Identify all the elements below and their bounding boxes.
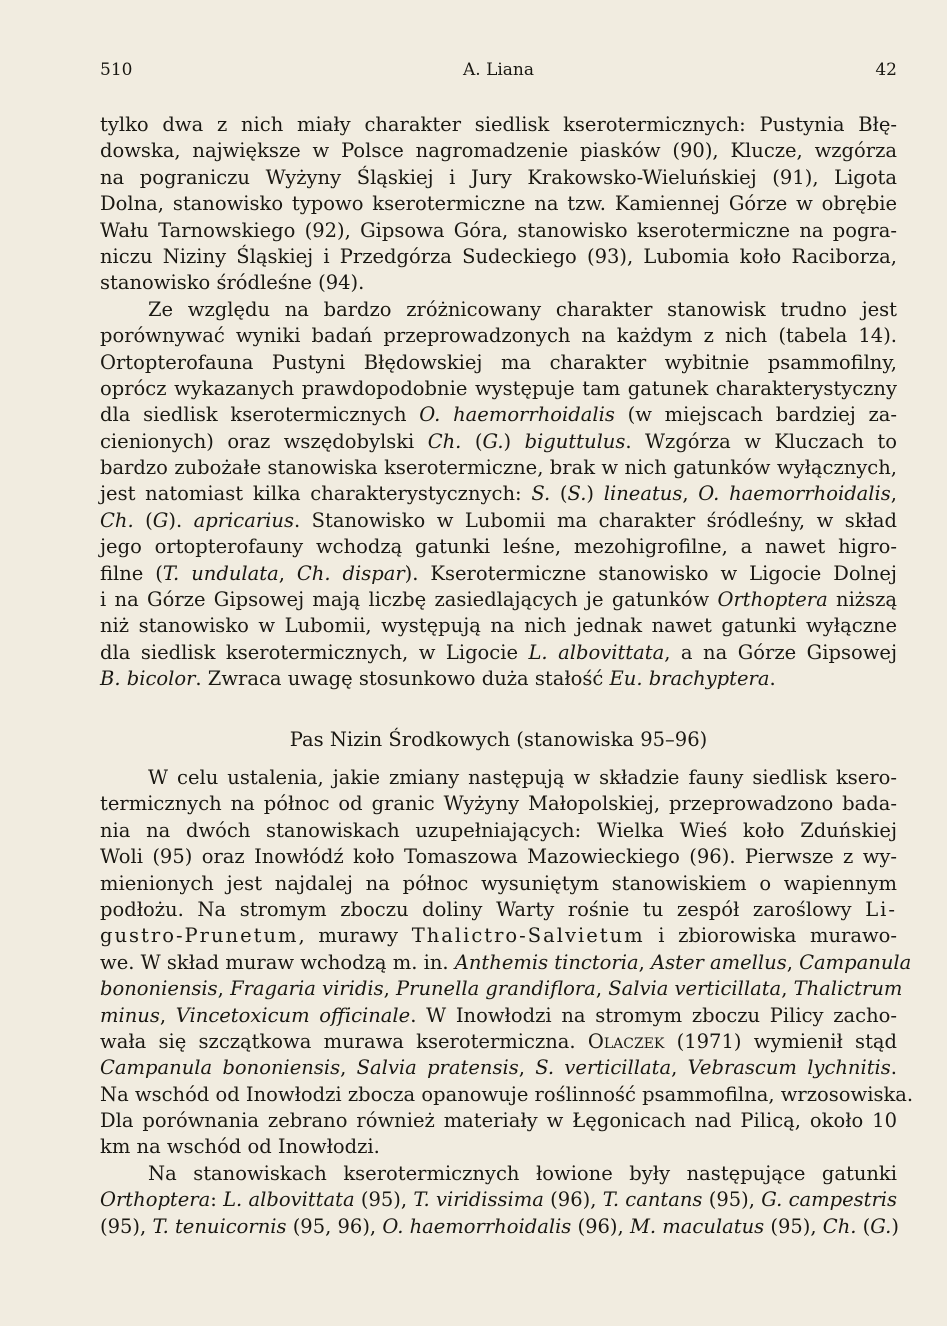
text-line	[100, 1055, 897, 1081]
text-line: niż stanowisko w Lubomii, występują na nich jednak nawet gatunki wyłączne	[100, 614, 897, 638]
text-line	[100, 561, 897, 587]
taxon-name: lineatus	[603, 482, 683, 506]
taxon-name: Salvia verticillata	[608, 977, 782, 1001]
taxon-name: S. verticillata	[535, 1056, 672, 1080]
text-run: ,	[638, 950, 652, 974]
text-run: filne (	[100, 561, 163, 585]
text-line	[100, 897, 897, 923]
text-run: (	[133, 508, 153, 532]
text-line: W celu ustalenia, jakie zmiany następują w składzie fauny siedlisk ksero-	[148, 765, 897, 789]
text-line: Ze względu na bardzo zróżnicowany charakter stanowisk trudno jest	[148, 297, 897, 321]
taxon-name: Orthoptera	[717, 588, 828, 612]
text-run: dla siedlisk kserotermicznych	[100, 403, 420, 427]
taxon-name: bononiensis	[100, 977, 218, 1001]
text-line: mienionych jest najdalej na północ wysuniętym stanowiskiem o wapiennym	[100, 871, 897, 895]
text-run: (96),	[543, 1188, 603, 1212]
text-run: ).	[168, 508, 194, 532]
text-line	[100, 950, 912, 976]
text-line: nia na dwóch stanowiskach uzupełniających: Wielka Wieś koło Zduńskiej	[100, 818, 897, 842]
taxon-name: O. haemorrhoidalis	[419, 403, 615, 427]
taxon-name: G.	[482, 429, 504, 453]
text-run: (95),	[354, 1188, 414, 1212]
text-line: bardzo zubożałe stanowiska kserotermiczne, brak w nich gatunków wyłącznych,	[100, 456, 897, 480]
paragraph-4	[100, 1161, 897, 1240]
text-run: ,	[671, 1056, 688, 1080]
text-run: (w miejscach bardziej za-	[614, 403, 898, 427]
text-run: . Stanowisko w Lubomii ma charakter śródleśny, w skład	[293, 508, 897, 532]
taxon-name: T. cantans	[602, 1188, 703, 1212]
text-line: stanowisko śródleśne (94).	[100, 271, 365, 295]
paragraph-1	[100, 112, 897, 297]
taxon-name: O. haemorrhoidalis	[382, 1214, 572, 1238]
text-run: ,	[217, 977, 231, 1001]
taxon-name: Ch.	[100, 508, 134, 532]
page-number-left: 510	[100, 60, 133, 80]
text-run: ,	[595, 977, 609, 1001]
page-number-right: 42	[875, 60, 897, 80]
text-line: jego ortopterofauny wchodzą gatunki leśne, mezohigrofilne, a nawet higro-	[100, 535, 897, 559]
text-line: Na wschód od Inowłodzi zbocza opanowuje roślinność psammofilna, wrzosowiska.	[100, 1082, 914, 1106]
text-line	[100, 976, 903, 1002]
taxon-name: biguttulus	[524, 429, 626, 453]
text-line	[100, 1029, 897, 1055]
text-line	[100, 1214, 897, 1240]
taxon-name: Vincetoxicum officinale	[175, 1003, 411, 1027]
taxon-name: minus	[100, 1003, 160, 1027]
text-line	[100, 587, 897, 613]
text-run: wała się szczątkowa murawa kserotermiczna.	[100, 1029, 588, 1053]
running-title-author: A. Liana	[462, 60, 535, 80]
text-run: ,	[518, 1056, 536, 1080]
text-run: ,	[340, 1056, 357, 1080]
taxon-name: Ch.	[822, 1214, 857, 1238]
text-run: cienionych) oraz wszędobylski	[100, 429, 428, 453]
taxon-name: Orthoptera	[100, 1188, 211, 1212]
text-line	[100, 666, 897, 692]
taxon-name: G. campestris	[761, 1188, 898, 1212]
text-line	[100, 481, 897, 507]
text-run: i zbiorowiska murawo-	[644, 924, 897, 948]
taxon-name: Thalictro-Salvietum	[411, 924, 645, 948]
taxon-name: T. tenuicornis	[152, 1214, 287, 1238]
taxon-name: Anthemis tinctoria	[454, 950, 639, 974]
text-run: (95),	[100, 1214, 153, 1238]
taxon-name: T. undulata	[162, 561, 279, 585]
paragraph-2	[100, 297, 897, 693]
taxon-name: G.	[870, 1214, 892, 1238]
text-line: Wału Tarnowskiego (92), Gipsowa Góra, stanowisko kserotermiczne na pogra-	[100, 218, 897, 242]
text-run: (	[461, 429, 483, 453]
section-heading: Pas Nizin Środkowych (stanowiska 95–96)	[289, 727, 708, 751]
text-run: .	[769, 667, 776, 691]
text-line: na pograniczu Wyżyny Śląskiej i Jury Krakowsko-Wieluńskiej (91), Ligota	[100, 165, 897, 189]
taxon-name: gustro-Prunetum	[100, 924, 299, 948]
text-run: jest natomiast kilka charakterystycznych:	[100, 482, 532, 506]
text-run: , murawy	[298, 924, 412, 948]
text-run: . Wzgórza w Kluczach to	[625, 429, 898, 453]
taxon-name: G	[152, 508, 169, 532]
text-run: . Zwraca uwagę stosunkowo duża stałość	[195, 667, 610, 691]
text-line: termicznych na północ od granic Wyżyny Małopolskiej, przeprowadzono bada-	[100, 792, 897, 816]
taxon-name: L. albovittata	[528, 640, 665, 664]
taxon-name: S.	[531, 482, 551, 506]
text-run: we. W skład muraw wchodzą m. in.	[100, 950, 455, 974]
taxon-name: Ch. dispar	[296, 561, 405, 585]
text-line	[100, 1003, 897, 1029]
text-run: podłożu. Na stromym zboczu doliny Warty rośnie tu zespół zaroślowy	[100, 897, 866, 921]
paragraph-3	[100, 765, 914, 1161]
taxon-name: Eu. brachyptera	[609, 667, 770, 691]
text-line	[100, 508, 897, 534]
taxon-name: O. haemorrhoidalis	[698, 482, 891, 506]
text-run: (1971) wymienił stąd	[664, 1029, 898, 1053]
taxon-name: Ch.	[427, 429, 462, 453]
text-run: (	[550, 482, 568, 506]
text-run: ,	[781, 977, 794, 1001]
text-line: niczu Niziny Śląskiej i Przedgórza Sudeckiego (93), Lubomia koło Raciborza,	[100, 244, 897, 268]
taxon-name: L. albovittata	[223, 1188, 355, 1212]
taxon-name: Campanula	[799, 950, 912, 974]
running-header	[100, 60, 897, 86]
taxon-name: Li-	[865, 897, 897, 921]
text-run: ,	[890, 482, 897, 506]
text-line	[100, 1187, 897, 1213]
text-run: niższą	[827, 588, 897, 612]
text-line	[100, 429, 897, 455]
text-line: Ortopterofauna Pustyni Błędowskiej ma charakter wybitnie psammofilny,	[100, 350, 897, 374]
text-run: ). Kserotermiczne stanowisko w Ligocie Dolnej	[404, 561, 897, 585]
text-run: (95),	[764, 1214, 823, 1238]
taxon-name: S.	[567, 482, 587, 506]
taxon-name: T. viridissima	[413, 1188, 544, 1212]
text-line	[100, 402, 897, 428]
text-run: . W Inowłodzi na stromym zboczu Pilicy zacho-	[410, 1003, 897, 1027]
text-run: ,	[159, 1003, 176, 1027]
text-run: )	[586, 482, 604, 506]
text-run: dla siedlisk kserotermicznych, w Ligocie	[100, 640, 529, 664]
taxon-name: apricarius	[193, 508, 294, 532]
text-line: tylko dwa z nich miały charakter siedlisk kserotermicznych: Pustynia Błę-	[100, 113, 897, 136]
text-line: dowska, największe w Polsce nagromadzenie piasków (90), Klucze, wzgórza	[100, 139, 897, 163]
text-run: (	[856, 1214, 871, 1238]
taxon-name: Thalictrum	[793, 977, 903, 1001]
taxon-name: Aster amellus	[651, 950, 787, 974]
text-line: Dla porównania zebrano również materiały w Łęgonicach nad Pilicą, około 10	[100, 1109, 897, 1133]
taxon-name: M. maculatus	[629, 1214, 765, 1238]
taxon-name: Prunella grandiflora	[396, 977, 596, 1001]
text-line	[100, 923, 897, 949]
text-run: ,	[786, 950, 800, 974]
taxon-name: Fragaria viridis	[230, 977, 384, 1001]
taxon-name: Vebrascum lychnitis	[687, 1056, 891, 1080]
text-line: km na wschód od Inowłodzi.	[100, 1135, 380, 1159]
text-run: ,	[682, 482, 699, 506]
text-line: Na stanowiskach kserotermicznych łowione były następujące gatunki	[148, 1161, 897, 1185]
text-line	[100, 640, 897, 666]
taxon-name: Salvia pratensis	[356, 1056, 519, 1080]
text-line: Woli (95) oraz Inowłódź koło Tomaszowa Mazowieckiego (96). Pierwsze z wy-	[100, 845, 897, 869]
taxon-name: B. bicolor	[100, 667, 196, 691]
text-run: (95, 96),	[286, 1214, 383, 1238]
text-run: , a na Górze Gipsowej	[664, 640, 897, 664]
taxon-name: Olaczek	[587, 1029, 665, 1053]
text-run: ,	[278, 561, 297, 585]
text-run: .	[890, 1056, 897, 1080]
text-run: )	[891, 1214, 899, 1238]
text-run: :	[210, 1188, 224, 1212]
text-run: ,	[383, 977, 396, 1001]
text-run: )	[503, 429, 525, 453]
text-line: oprócz wykazanych prawdopodobnie występuje tam gatunek charakterystyczny	[100, 376, 897, 400]
text-line: porównywać wyniki badań przeprowadzonych na każdym z nich (tabela 14).	[100, 324, 897, 348]
text-run: (95),	[702, 1188, 762, 1212]
body-text	[100, 112, 914, 1240]
text-line: Dolna, stanowisko typowo kserotermiczne na tzw. Kamiennej Górze w obrębie	[100, 192, 897, 216]
text-run: i na Górze Gipsowej mają liczbę zasiedlających je gatunków	[100, 588, 718, 612]
taxon-name: Campanula bononiensis	[100, 1056, 341, 1080]
text-run: (96),	[571, 1214, 630, 1238]
